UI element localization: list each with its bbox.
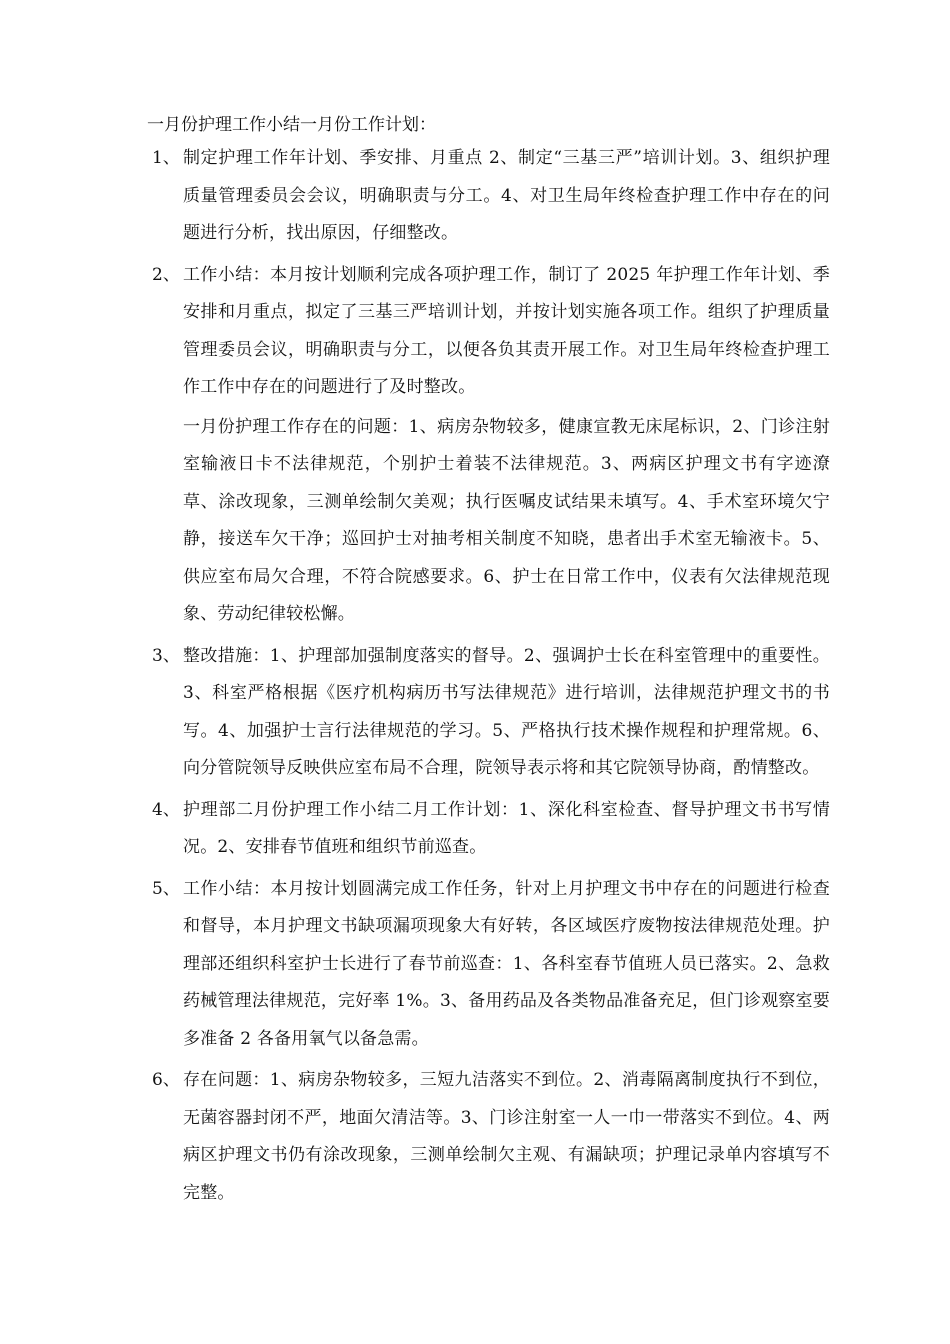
list-item-paragraph: 存在问题：1、病房杂物较多，三短九洁落实不到位。2、消毒隔离制度执行不到位，无菌容器封闭不严，地面欠清洁等。3、门诊注射室一人一巾一带落实不到位。4、两病区护理文书仍有涂改现象，三测单绘制欠主观、有漏缺项；护理记录单内容填写不完整。 [183,1070,830,1203]
list-item-number: 6、 [152,1070,180,1090]
document-title: 一月份护理工作小结一月份工作计划： [147,115,436,135]
list-item-5 [150,871,830,1059]
list-item-paragraph: 护理部二月份护理工作小结二月工作计划：1、深化科室检查、督导护理文书书写情况。2、安排春节值班和组织节前巡查。 [183,799,830,857]
numbered-list [150,140,830,1216]
list-item-number: 4、 [152,799,180,820]
list-item-paragraph: 一月份护理工作存在的问题：1、病房杂物较多，健康宣教无床尾标识，2、门诊注射室输液日卡不法律规范，个别护士着装不法律规范。3、两病区护理文书有字迹潦草、涂改现象，三测单绘制欠美观；执行医嘱皮试结果未填写。4、手术室环境欠宁静，接送车欠干净；巡回护士对抽考相关制度不知晓，患者出手术室无输液卡。5、供应室布局欠合理，不符合院感要求。6、护士在日常工作中，仪表有欠法律规范现象、劳动纪律较松懈。 [183,416,830,624]
list-item-number: 3、 [152,645,180,666]
list-item-2 [150,257,830,634]
list-item-number: 2、 [152,264,180,285]
list-item-paragraph: 工作小结：本月按计划顺利完成各项护理工作，制订了 2025 年护理工作年计划、季安排和月重点，拟定了三基三严培训计划，并按计划实施各项工作。组织了护理质量管理委员会议，明确职责与分工，以便各负其责开展工作。对卫生局年终检查护理工作工作中存在的问题进行了及时整改。 [183,264,830,397]
list-item-number: 5、 [152,878,180,899]
list-item-1 [150,140,830,253]
list-item-6 [150,1062,830,1212]
list-item-paragraph: 工作小结：本月按计划圆满完成工作任务，针对上月护理文书中存在的问题进行检查和督导，本月护理文书缺项漏项现象大有好转，各区域医疗废物按法律规范处理。护理部还组织科室护士长进行了春节前巡查：1、各科室春节值班人员已落实。2、急救药械管理法律规范，完好率 1%。3、备用药品及各类物品准备充足，但门诊观察室要多准备 2 各备用氧气以备急需。 [183,878,830,1049]
list-item-paragraph: 整改措施：1、护理部加强制度落实的督导。2、强调护士长在科室管理中的重要性。3、科室严格根据《医疗机构病历书写法律规范》进行培训，法律规范护理文书的书写。4、加强护士言行法律规范的学习。5、严格执行技术操作规程和护理常规。6、向分管院领导反映供应室布局不合理，院领导表示将和其它院领导协商，酌情整改。 [183,645,830,778]
list-item-4 [150,792,830,867]
list-item-3 [150,638,830,788]
list-item-number: 1、 [152,148,180,168]
list-item-paragraph: 制定护理工作年计划、季安排、月重点 2、制定“三基三严”培训计划。3、组织护理质量管理委员会会议，明确职责与分工。4、对卫生局年终检查护理工作中存在的问题进行分析，找出原因，仔细整改。 [183,148,830,243]
